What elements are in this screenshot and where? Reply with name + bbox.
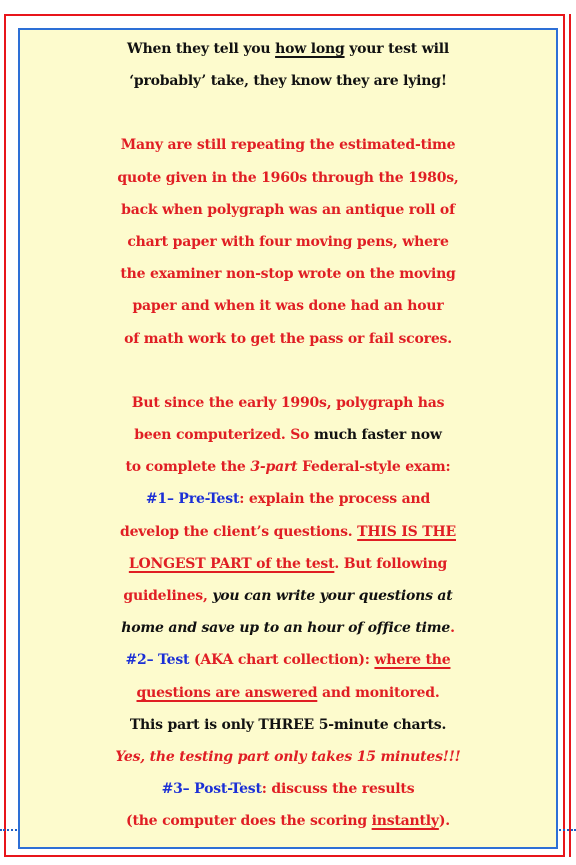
history-line-4: chart paper with four moving pens, where: [127, 234, 449, 251]
modern-line-3: to complete the 3-part Federal-style exam:: [125, 459, 451, 476]
history-line-3: back when polygraph was an antique roll of: [121, 201, 455, 218]
pretest-line-2: develop the client’s questions. THIS IS THE: [120, 523, 456, 540]
posttest-line-2: (the computer does the scoring instantly).: [126, 813, 450, 830]
posttest-number: #3– Post-Test: [161, 781, 262, 798]
pretest-line-3: LONGEST PART of the test. But following: [128, 555, 448, 572]
modern-line-1: But since the early 1990s, polygraph has: [131, 394, 445, 411]
test-minutes-line: Yes, the testing part only takes 15 minutes!!!: [115, 749, 461, 766]
history-line-7: of math work to get the pass or fail scores.: [124, 330, 452, 347]
history-line-6: paper and when it was done had an hour: [132, 298, 444, 315]
flyer-text: [20, 33, 556, 838]
pretest-heading: #1– Pre-Test: explain the process and: [145, 491, 431, 508]
pretest-line-4: guidelines, you can write your questions at: [123, 588, 453, 605]
how-long-underlined: how long: [275, 41, 345, 57]
history-line-1: Many are still repeating the estimated-time: [120, 137, 456, 154]
intro-line-1: When they tell you how long your test will: [127, 41, 449, 57]
test-heading: #2– Test (AKA chart collection): where the: [125, 652, 451, 669]
posttest-heading: #3– Post-Test: discuss the results: [161, 781, 415, 798]
test-charts-line: This part is only THREE 5-minute charts.: [129, 716, 447, 733]
pretest-line-5: home and save up to an hour of office time.: [121, 620, 455, 637]
history-line-2: quote given in the 1960s through the 1980s,: [117, 169, 459, 186]
pretest-number: #1– Pre-Test: [145, 491, 240, 508]
test-line-2: questions are answered and monitored.: [136, 684, 440, 701]
history-line-5: the examiner non-stop wrote on the moving: [120, 266, 456, 283]
outer-frame-right-edge: [569, 14, 571, 857]
test-number: #2– Test: [125, 652, 190, 669]
modern-line-2: been computerized. So much faster now: [134, 427, 442, 444]
intro-line-2: ‘probably’ take, they know they are lying!: [129, 73, 447, 90]
